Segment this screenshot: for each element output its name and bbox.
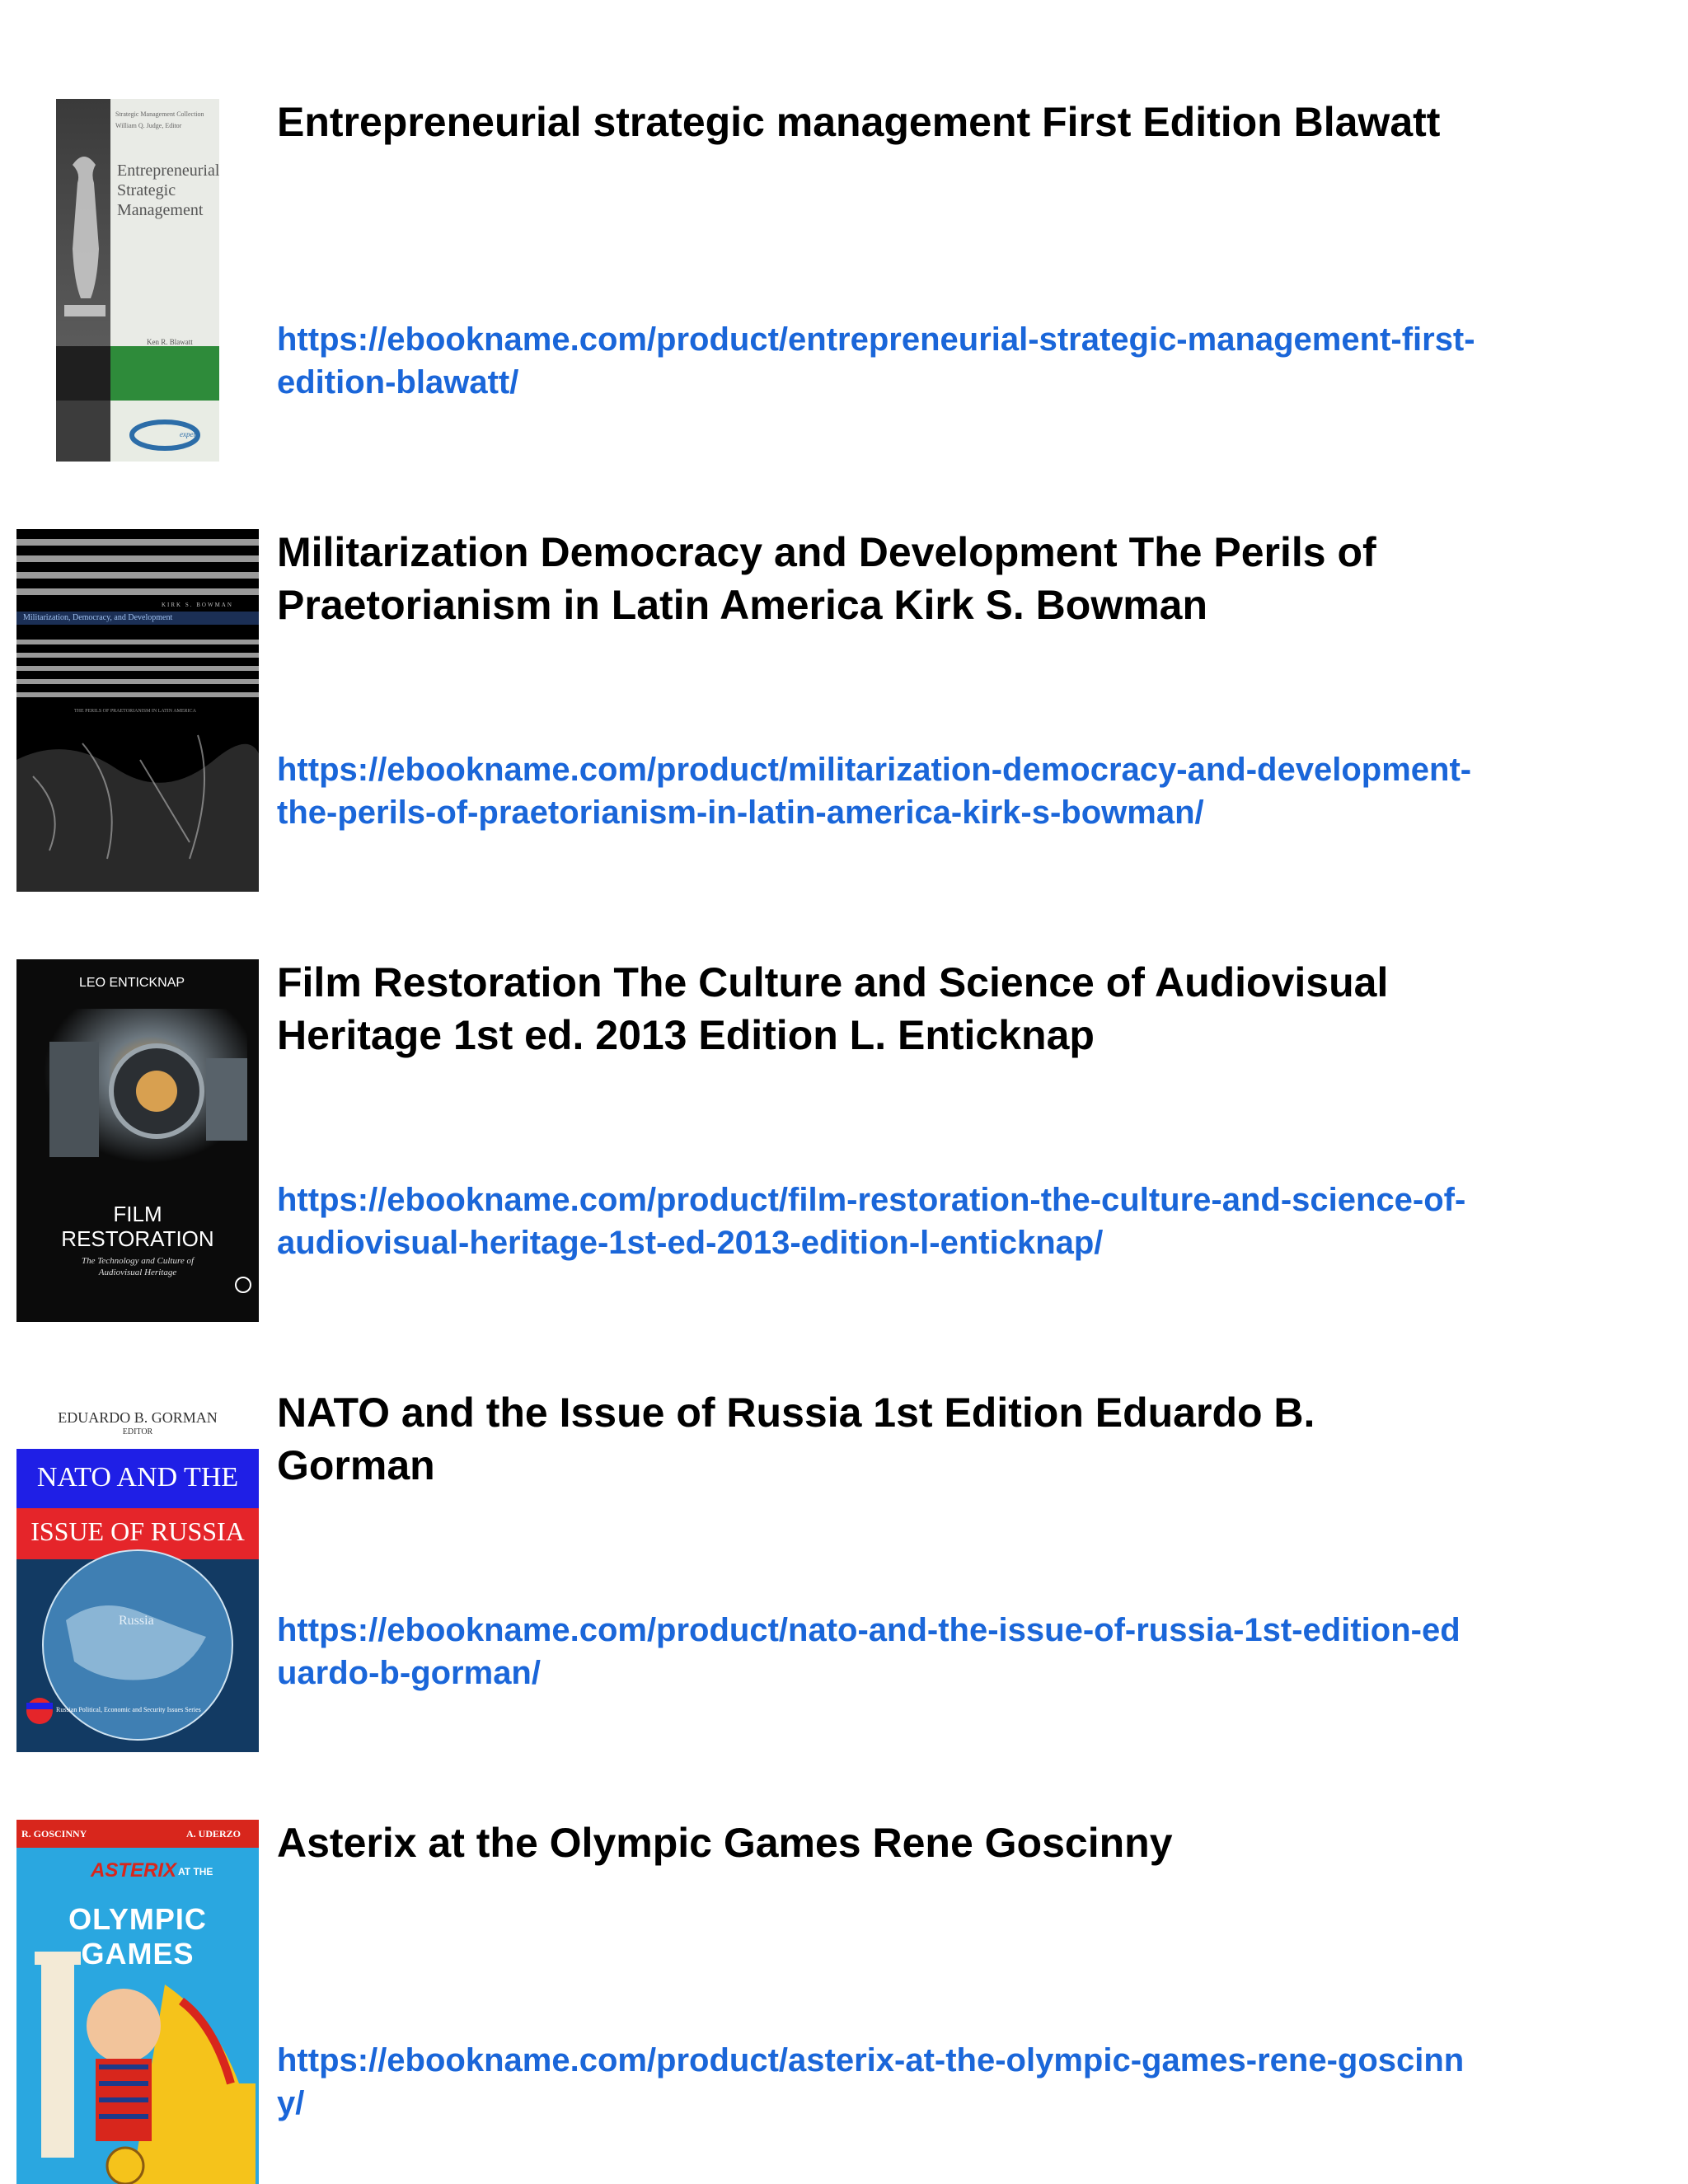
- cover-4-editor-label: EDITOR: [122, 1427, 153, 1436]
- cover-2-author: KIRK S. BOWMAN: [162, 602, 233, 608]
- cover-3-author: LEO ENTICKNAP: [79, 976, 185, 990]
- cover-5-author-left: R. GOSCINNY: [21, 1828, 87, 1840]
- book-entry-4: [0, 1390, 1688, 1752]
- cover-1-artwork: [56, 99, 219, 462]
- cover-3-subtitle-line-1: The Technology and Culture of: [81, 1256, 195, 1266]
- book-title-3: Film Restoration The Culture and Science of Audiovisual Heritage 1st ed. 2013 Edition L. Enticknap: [277, 959, 1389, 1058]
- book-link-4[interactable]: https://ebookname.com/product/nato-and-the-issue-of-russia-1st-edition-eduardo-b-gorman/: [277, 1612, 1461, 1691]
- book-entry-3: [0, 959, 1688, 1322]
- cover-4-artwork: [16, 1390, 259, 1752]
- book-cover-4: [16, 1390, 259, 1752]
- cover-1-title-line-3: Management: [117, 201, 204, 219]
- cover-5-title: OLYMPIC GAMES: [68, 1902, 207, 1971]
- cover-1-title-line-2: Strategic: [117, 181, 176, 199]
- book-title-2: Militarization Democracy and Development The Perils of Praetorianism in Latin America Kirk S. Bowman: [277, 529, 1376, 628]
- book-entry-5: [0, 1820, 1688, 2184]
- book-cover-1: [56, 99, 219, 462]
- cover-3-title-line-1: FILM: [113, 1202, 162, 1226]
- cover-4-series: Russian Political, Economic and Security Issues Series: [56, 1706, 201, 1713]
- book-cover-5: [16, 1820, 259, 2184]
- book-cover-2: [16, 529, 259, 892]
- cover-5-at-the: AT THE: [178, 1866, 213, 1877]
- cover-4-globe-word: Russia: [119, 1614, 154, 1628]
- book-entry-2: [0, 529, 1688, 892]
- book-entry-1: [0, 99, 1688, 462]
- cover-1-title-line-1: Entrepreneurial: [117, 162, 219, 180]
- cover-4-title-line-1: NATO AND THE: [36, 1462, 239, 1493]
- book-title-1: Entrepreneurial strategic management First Edition Blawatt: [277, 99, 1441, 145]
- cover-5-logo: ASTERIX: [91, 1859, 177, 1882]
- book-link-2[interactable]: https://ebookname.com/product/militarization-democracy-and-development-the-perils-of-praetorianism-in-latin-america-kirk-s-bowman/: [277, 752, 1472, 831]
- cover-1-author: Ken R. Blawatt: [147, 338, 193, 346]
- book-link-5[interactable]: https://ebookname.com/product/asterix-at-the-olympic-games-rene-goscinny/: [277, 2042, 1465, 2121]
- book-link-3[interactable]: https://ebookname.com/product/film-restoration-the-culture-and-science-of-audiovisual-heritage-1st-ed-2013-edition-l-enticknap/: [277, 1182, 1466, 1261]
- cover-3-subtitle-line-2: Audiovisual Heritage: [98, 1268, 177, 1277]
- book-cover-3: [16, 959, 259, 1322]
- cover-4-editor-name: EDUARDO B. GORMAN: [58, 1409, 218, 1426]
- cover-4-title-line-2: ISSUE OF RUSSIA: [30, 1516, 245, 1546]
- cover-2-title: Militarization, Democracy, and Development: [23, 613, 173, 622]
- book-link-1[interactable]: https://ebookname.com/product/entrepreneurial-strategic-management-first-edition-blawatt/: [277, 321, 1475, 401]
- book-title-4: NATO and the Issue of Russia 1st Edition Eduardo B. Gorman: [277, 1390, 1315, 1488]
- cover-1-publisher: expert: [180, 430, 199, 438]
- cover-1-series: Strategic Management Collection: [115, 110, 204, 118]
- cover-2-subtitle: THE PERILS OF PRAETORIANISM IN LATIN AMERICA: [74, 709, 196, 714]
- cover-5-author-right: A. UDERZO: [186, 1828, 241, 1840]
- book-title-5: Asterix at the Olympic Games Rene Goscinny: [277, 1820, 1173, 1866]
- cover-3-title-line-2: RESTORATION: [61, 1226, 214, 1251]
- cover-1-editor: William Q. Judge, Editor: [115, 122, 182, 129]
